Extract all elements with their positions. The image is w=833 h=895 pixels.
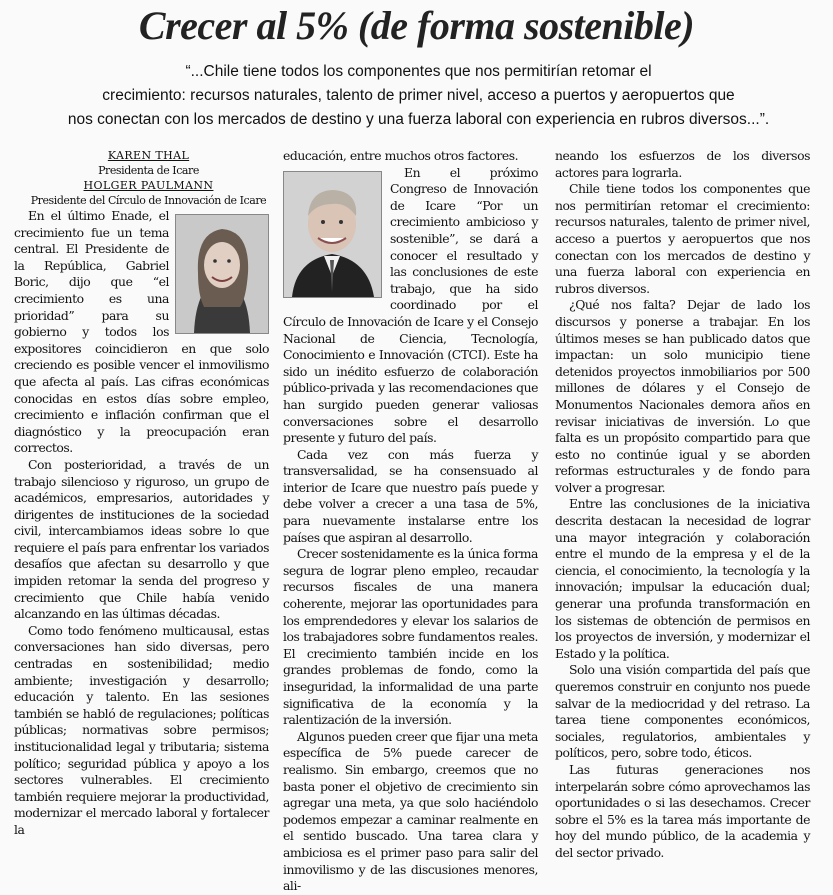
pull-quote-line-3: nos conectan con los mercados de destino y una fuerza laboral con experiencia en rubros diversos...”. xyxy=(67,111,770,128)
paragraph: Con posterioridad, a través de un trabajo silencioso y riguroso, un grupo de académicos, empresarios, autoridades y dirigentes de instituciones de la sociedad civil, intercambiamos ideas sobre lo que requiere el país para enfrentar los variados desafíos que afectan su desarrollo y que impiden retomar la senda del progreso y crecimiento que Chile había venido alcanzando en las últimas décadas. xyxy=(14,456,269,622)
author-photo-man xyxy=(283,171,382,298)
paragraph: Chile tiene todos los componentes que nos permitirían retomar el crecimiento: recursos naturales, talento de primer nivel, acceso a puertos y aeropuertos que nos conectan con los mercados de destino y una fuerza laboral con experiencia en rubros diversos. xyxy=(555,181,810,296)
paragraph: neando los esfuerzos de los diversos actores para lograrla. xyxy=(555,148,810,180)
author-name: HOLGER PAULMANN xyxy=(83,179,214,192)
paragraph: Crecer sostenidamente es la única forma segura de lograr pleno empleo, recaudar recursos fiscales de una manera coherente, mejorar las oportunidades para los emprendedores y elevar los salarios de los trabajadores sobre fundamentos reales. El crecimiento también incide en los grandes problemas de fondo, como la inseguridad, la informalidad de una parte significativa de la economía y la ralentización de la inversión. xyxy=(283,546,538,728)
pull-quote xyxy=(16,60,821,132)
pull-quote-line-2: crecimiento: recursos naturales, talento de primer nivel, acceso a puertos y aeropuertos que xyxy=(102,87,735,104)
article-title: Crecer al 5% (de forma sostenible) xyxy=(138,3,695,48)
paragraph: En el próximo Congreso de Innovación de Icare “Por un crecimiento ambicioso y sostenible”, se dará a conocer el resultado y las conclusiones de este trabajo, que ha sido coordinado por el Círculo de Innovación de Icare y el Consejo Nacional de Ciencia, Tecnología, Conocimiento e Innovación (CTCI). Este ha sido un inédito esfuerzo de colaboración público-privada y las recomendaciones que han surgido pueden generar valiosas conversaciones sobre el desarrollo presente y futuro del país. xyxy=(283,164,538,446)
paragraph: Como todo fenómeno multicausal, estas conversaciones han sido diversas, pero centradas en sostenibilidad; medio ambiente; investigación y desarrollo; educación y talento. En las sesiones también se habló de regulaciones; políticas públicas; normativas sobre permisos; institucionalidad legal y tributaria; sistema político; seguridad pública y apoyo a los sectores vulnerables. El crecimiento también requiere mejorar la productividad, modernizar el mercado laboral y fortalecer la xyxy=(14,622,269,837)
paragraph: ¿Qué nos falta? Dejar de lado los discursos y ponerse a trabajar. En los últimos meses se han publicado datos que impactan: un solo municipio tiene detenidos proyectos inmobiliarios por 500 millones de dólares y el Consejo de Monumentos Nacionales demora años en revisar iniciativas de inversión. Lo que falta es un propósito compartido para que esto no continúe igual y se aborden reformas estructurales y de fondo para volver a progresar. xyxy=(555,297,810,495)
paragraph: Las futuras generaciones nos interpelarán sobre cómo aprovechamos las oportunidades o si las desechamos. Crecer sobre el 5% es la tarea más importante de hoy del mundo público, de la academia y del sector privado. xyxy=(555,761,810,860)
author-role: Presidenta de Icare xyxy=(98,164,199,177)
paragraph: En el último Enade, el crecimiento fue un tema central. El Presidente de la República, Gabriel Boric, dijo que “el crecimiento es una prioridad” para su gobierno y todos los expositores coincidieron en que solo creciendo es posible vencer el inmovilismo que afecta al país. Las cifras económicas conocidas en estos días sobre empleo, crecimiento e inflación confirman que el diagnóstico y la preocupación eran correctos. xyxy=(14,208,269,456)
paragraph: Algunos pueden creer que fijar una meta específica de 5% puede carecer de realismo. Sin embargo, creemos que no basta poner el objetivo de crecimiento sin agregar una meta, ya que solo haciéndolo podemos empezar a caminar realmente en el sentido buscado. Una tarea clara y ambiciosa es el primer paso para salir del inmovilismo y de las discusiones menores, ali- xyxy=(283,728,538,894)
paragraph: Solo una visión compartida del país que queremos construir en conjunto nos puede salvar de la mediocridad y del retraso. La tarea tiene componentes económicos, sociales, regulatorios, ambientales y políticos, pero, sobre todo, éticos. xyxy=(555,662,810,761)
paragraph: Cada vez con más fuerza y transversalidad, se ha consensuado al interior de Icare que nuestro país puede y debe volver a crecer a una tasa de 5%, para nuevamente instalarse entre los países que aspiran al desarrollo. xyxy=(283,446,538,545)
column-2 xyxy=(283,148,538,895)
author-name: KAREN THAL xyxy=(107,149,190,162)
column-3 xyxy=(555,148,810,862)
paragraph: Entre las conclusiones de la iniciativa descrita destacan la necesidad de lograr una mayor integración y colaboración entre el mundo de la empresa y el de la ciencia, el conocimiento, la tecnología y la innovación; impulsar la educación dual; generar una profunda transformación en los sistemas de obtención de permisos en los proyectos de inversión, y modernizar el Estado y la política. xyxy=(555,496,810,661)
byline xyxy=(14,148,269,208)
column-1 xyxy=(14,148,269,839)
portrait-man-image xyxy=(284,172,381,297)
author-role: Presidente del Círculo de Innovación de Icare xyxy=(30,194,267,207)
author-photo-woman xyxy=(175,214,269,334)
paragraph: educación, entre muchos otros factores. xyxy=(283,148,519,163)
pull-quote-line-1: “...Chile tiene todos los componentes que nos permitirían retomar el xyxy=(185,63,652,80)
portrait-woman-image xyxy=(176,215,268,333)
